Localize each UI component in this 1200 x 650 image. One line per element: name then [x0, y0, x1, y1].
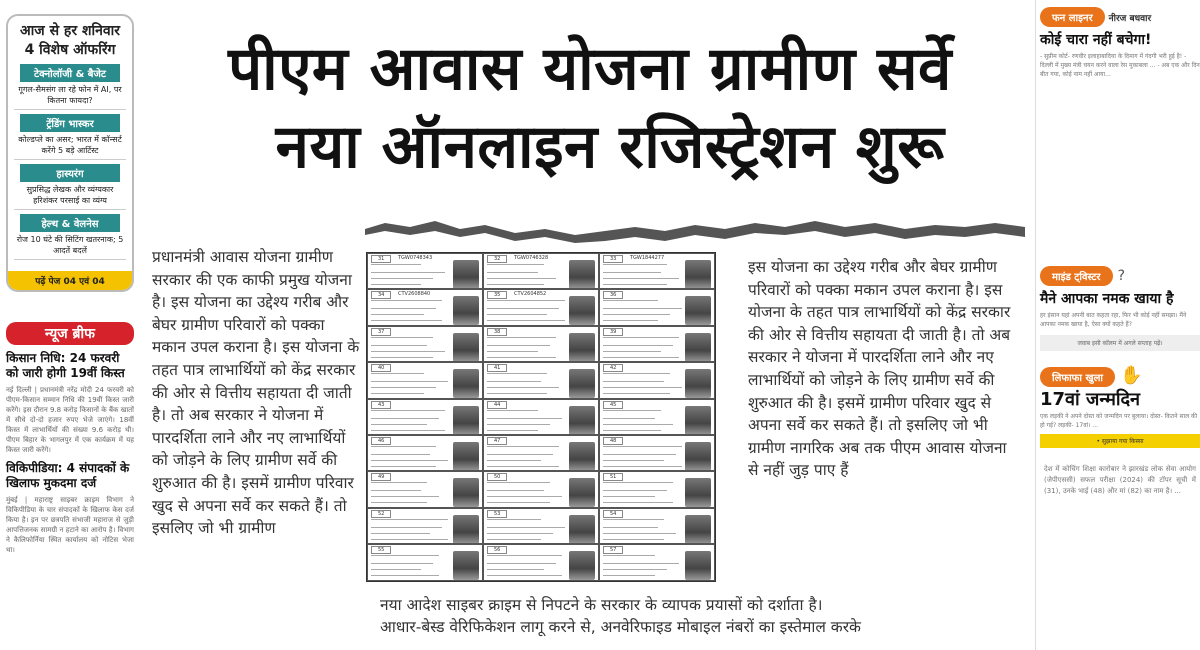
text-line	[603, 337, 679, 338]
voter-card	[599, 508, 715, 544]
text-line	[371, 393, 424, 394]
text-line	[487, 308, 559, 309]
text-line	[603, 446, 682, 447]
voter-serial: 44	[487, 401, 507, 409]
voter-card	[367, 362, 483, 398]
voter-card	[599, 289, 715, 325]
voter-photo	[453, 369, 479, 398]
text-line	[603, 278, 679, 279]
text-line	[603, 357, 679, 358]
voter-photo	[453, 515, 479, 544]
text-line	[487, 460, 541, 461]
text-line	[603, 490, 667, 491]
voter-id: CTV2604852	[514, 291, 547, 298]
voter-photo	[453, 296, 479, 325]
text-line	[487, 272, 538, 273]
voter-photo	[685, 515, 711, 544]
voter-card	[367, 471, 483, 507]
text-line	[603, 424, 673, 425]
text-line	[603, 533, 676, 534]
text-line	[603, 466, 682, 467]
offerings-title: आज से हर शनिवार 4 विशेष ऑफरिंग	[20, 23, 120, 58]
text-line	[371, 527, 442, 528]
offering-tag: हास्यरंग	[20, 164, 120, 182]
headline-line-1: पीएम आवास योजना ग्रामीण सर्वे	[228, 34, 952, 104]
bottom-line: आधार-बेस्ड वेरिफिकेशन लागू करने से, अनवेरिफाइड मोबाइल नंबरों का इस्तेमाल करके	[380, 618, 861, 636]
voter-card	[367, 508, 483, 544]
text-line	[487, 284, 544, 285]
voter-card	[599, 326, 715, 362]
text-line	[371, 519, 448, 520]
section-headline: 17वां जन्मदिन	[1040, 389, 1141, 410]
text-line	[371, 345, 427, 346]
text-line	[371, 264, 421, 265]
voter-photo	[569, 515, 595, 544]
offering-text: रोज 10 घंटे की सिटिंग खतरनाक; 5 आदतें बदलें	[16, 235, 124, 255]
voter-serial: 35	[487, 291, 507, 299]
torn-paper-edge	[365, 215, 1025, 245]
offering-item	[14, 114, 126, 160]
voter-list-image	[366, 252, 716, 582]
voter-serial: 56	[487, 546, 507, 554]
text-line	[487, 466, 559, 467]
text-line	[371, 387, 436, 388]
text-line	[603, 393, 670, 394]
text-line	[371, 454, 430, 455]
voter-serial: 37	[371, 328, 391, 336]
voter-photo	[685, 406, 711, 435]
brief-body: मुंबई | महाराष्ट्र साइबर क्राइम विभाग ने विकिपीडिया के चार संपादकों के खिलाफ केस दर्ज किया है। इन पर छत्रपति संभाजी महाराज से जुड़ी आपत्तिजनक सामग्री न हटाने का आरोप है। विभाग ने कैलिफोर्निया स्थित कार्यालय को नोटिस भेजा था।	[6, 496, 134, 554]
voter-card	[367, 253, 483, 289]
offering-tag: हेल्थ & वेलनेस	[20, 214, 120, 232]
text-line	[487, 563, 556, 564]
text-line	[371, 460, 448, 461]
text-line	[487, 264, 544, 265]
voter-serial: 52	[371, 510, 391, 518]
offering-item	[14, 214, 126, 260]
text-line	[603, 563, 679, 564]
text-line	[603, 308, 682, 309]
text-line	[371, 381, 448, 382]
text-line	[487, 337, 556, 338]
text-line	[487, 527, 565, 528]
text-line	[487, 393, 547, 394]
text-line	[487, 345, 550, 346]
article-left-column: प्रधानमंत्री आवास योजना ग्रामीण सरकार की एक काफी प्रमुख योजना है। इस योजना का उद्देश्य गरीब और बेघर ग्रामीण परिवारों को पक्का मकान उपल कराना है। इस योजना के तहत पात्र लाभार्थियों को केंद्र सरकार की ओर से वित्तीय सहायता दी जाती है। तो अब सरकार ने योजना में पारदर्शिता लाने और नए लाभार्थियों को जोड़ने के लिए ग्रामीण सर्वे की शुरुआत की है। इसमें ग्रामीण परिवार खुद से अपना सर्वे कर सकते हैं। तो इसलिए जो भी ग्रामीण	[152, 248, 360, 538]
text-line	[371, 351, 445, 352]
right-sidebar	[1040, 6, 1200, 497]
text-line	[603, 264, 667, 265]
voter-photo	[453, 260, 479, 289]
brief-body: नई दिल्ली | प्रधानमंत्री नरेंद्र मोदी 24 फरवरी को पीएम-किसान सम्मान निधि की 19वीं किस्त जारी करेंगे। इस दौरान 9.8 करोड़ किसानों के बैंक खातों में सीधे दो-दो हजार रुपए भेजे जाएंगे। 18वीं किस्त में लाभार्थियों की संख्या 9.6 करोड़ थी। पीएम बिहार के भागलपुर में एक कार्यक्रम में यह किस्त जारी करेंगे।	[6, 386, 134, 454]
voter-card	[599, 253, 715, 289]
voter-serial: 36	[603, 291, 623, 299]
voter-photo	[685, 478, 711, 507]
voter-photo	[453, 551, 479, 580]
text-line	[487, 320, 565, 321]
voter-serial: 49	[371, 473, 391, 481]
voter-card	[367, 289, 483, 325]
text-line	[371, 563, 433, 564]
voter-card	[483, 399, 599, 435]
text-line	[487, 430, 538, 431]
text-line	[371, 533, 430, 534]
voter-photo	[569, 369, 595, 398]
voter-photo	[685, 442, 711, 471]
text-line	[603, 351, 661, 352]
voter-card	[599, 435, 715, 471]
mind-twister-body: हर इंसान यहां अपनी बात कहता रहा, फिर भी कोई नहीं समझा। मैंने आपका नमक खाया है, ऐसा क्यों कहते हैं?	[1040, 312, 1187, 328]
voter-card	[483, 362, 599, 398]
text-line	[603, 482, 673, 483]
voter-card	[483, 544, 599, 580]
text-line	[487, 539, 541, 540]
text-line	[371, 482, 427, 483]
voter-card	[599, 544, 715, 580]
text-line	[487, 424, 550, 425]
voter-serial: 45	[603, 401, 623, 409]
voter-card	[483, 289, 599, 325]
special-offerings-box	[6, 14, 134, 292]
text-line	[603, 410, 661, 411]
text-line	[487, 454, 553, 455]
voter-card	[483, 326, 599, 362]
text-line	[371, 300, 442, 301]
offering-item	[14, 164, 126, 210]
text-line	[487, 502, 550, 503]
voter-card	[367, 435, 483, 471]
text-line	[603, 496, 655, 497]
voter-card	[367, 544, 483, 580]
offerings-footer: पढ़ें पेज 04 एवं 04	[8, 271, 132, 290]
text-line	[371, 284, 421, 285]
text-line	[487, 575, 562, 576]
hand-illustration-icon: ✋	[1120, 365, 1143, 386]
voter-id: TGW0746328	[514, 255, 549, 261]
voter-id: TGW0748343	[398, 255, 433, 261]
text-line	[603, 300, 658, 301]
text-line	[487, 351, 538, 352]
brief-headline: विकिपीडिया: 4 संपादकों के खिलाफ मुकदमा दर्ज	[6, 461, 130, 490]
text-line	[603, 519, 664, 520]
voter-photo	[569, 333, 595, 362]
voter-serial: 39	[603, 328, 623, 336]
text-line	[371, 569, 421, 570]
mind-twister-label: माइंड ट्विस्टर	[1040, 266, 1113, 286]
text-line	[371, 373, 424, 374]
news-brief-label: न्यूज ब्रीफ	[6, 322, 134, 345]
text-line	[487, 482, 550, 483]
voter-photo	[685, 369, 711, 398]
bottom-line: नया आदेश साइबर क्राइम से निपटने के सरकार के व्यापक प्रयासों को दर्शाता है।	[380, 596, 823, 614]
voter-serial: 46	[371, 437, 391, 445]
offering-text: सुप्रसिद्ध लेखक और व्यंग्यकार हरिशंकर परसाई का व्यंग्य	[26, 185, 114, 205]
voter-photo	[569, 478, 595, 507]
voter-photo	[685, 260, 711, 289]
voter-serial: 42	[603, 364, 623, 372]
voter-serial: 43	[371, 401, 391, 409]
author-name: नीरज बधवार	[1108, 14, 1152, 24]
voter-serial: 40	[371, 364, 391, 372]
voter-serial: 38	[487, 328, 507, 336]
fun-liner-label: फन लाइनर	[1040, 7, 1105, 27]
voter-photo	[569, 406, 595, 435]
brief-headline: किसान निधि: 24 फरवरी को जारी होगी 19वीं किस्त	[6, 351, 125, 380]
voter-serial: 34	[371, 291, 391, 299]
text-line	[487, 569, 544, 570]
text-line	[603, 555, 655, 556]
voter-serial: 48	[603, 437, 623, 445]
voter-card	[483, 435, 599, 471]
voter-photo	[453, 442, 479, 471]
voter-serial: 53	[487, 510, 507, 518]
highlight-strip: • सुझाया गया किस्सा	[1040, 434, 1200, 448]
text-line	[603, 284, 667, 285]
offering-tag: ट्रेंडिंग भास्कर	[20, 114, 120, 132]
voter-serial: 51	[603, 473, 623, 481]
text-line	[603, 502, 673, 503]
offering-text: कोल्डप्ले का असर; भारत में कॉन्सर्ट करेंगे 5 बड़े आर्टिस्ट	[18, 135, 122, 155]
voter-photo	[569, 296, 595, 325]
voter-card	[367, 399, 483, 435]
text-line	[371, 446, 436, 447]
text-line	[487, 446, 559, 447]
page-headline	[140, 30, 1040, 186]
text-line	[603, 272, 661, 273]
text-line	[603, 387, 682, 388]
text-line	[603, 454, 676, 455]
text-line	[487, 496, 562, 497]
text-line	[487, 314, 547, 315]
offering-text: गूगल-सैमसंग ला रहे फोन में AI, पर कितना फायदा?	[18, 85, 122, 105]
text-line	[371, 418, 439, 419]
voter-photo	[453, 406, 479, 435]
text-line	[371, 430, 445, 431]
text-line	[487, 519, 541, 520]
text-line	[371, 410, 445, 411]
text-line	[487, 373, 547, 374]
text-line	[371, 502, 427, 503]
text-line	[371, 575, 439, 576]
offering-item	[14, 64, 126, 110]
headline-line-2: नया ऑनलाइन रजिस्ट्रेशन शुरू	[275, 112, 945, 182]
text-line	[371, 496, 439, 497]
text-line	[371, 466, 436, 467]
offering-tag: टेक्नोलॉजी & बैजेट	[20, 64, 120, 82]
text-line	[487, 278, 556, 279]
voter-card	[599, 399, 715, 435]
text-line	[371, 424, 427, 425]
mind-twister-headline: मैने आपका नमक खाया है	[1040, 291, 1174, 307]
voter-card	[367, 326, 483, 362]
text-line	[487, 555, 562, 556]
voter-id: CTV2608840	[398, 291, 431, 298]
fun-liner-headline: कोई चारा नहीं बचेगा!	[1040, 32, 1152, 48]
text-line	[371, 320, 442, 321]
fun-liner-body: - सुप्रीम कोर्ट- रणवीर इलाहाबादिया के दिमाग में गंदगी भरी हुई है! - दिल्ली में मुख्य मंत्री चयन करने वाला रेस मुकाबला ... - अब एक और दिन बीत गया, कोई नाम नहीं आया...	[1040, 53, 1200, 78]
voter-card	[599, 362, 715, 398]
text-line	[603, 569, 667, 570]
article-right-column: इस योजना का उद्देश्य गरीब और बेघर ग्रामीण परिवारों को पक्का मकान उपल कराना है। इस योजना के तहत पात्र लाभार्थियों को केंद्र सरकार की ओर से वित्तीय सहायता दी जाती है। तो अब सरकार ने योजना में पारदर्शिता लाने और नए लाभार्थियों को जोड़ने के लिए ग्रामीण सर्वे की शुरुआत की है। इसमें ग्रामीण परिवार खुद से अपना सर्वे कर सकते हैं। तो इसलिए जो भी ग्रामीण नागरिक अब तक पीएम आवास योजना से नहीं जुड़ पाए हैं	[748, 258, 1011, 480]
text-line	[603, 575, 655, 576]
voter-serial: 47	[487, 437, 507, 445]
voter-photo	[569, 442, 595, 471]
text-line	[487, 418, 562, 419]
section-label: लिफाफा खुला	[1040, 367, 1115, 387]
text-line	[371, 357, 433, 358]
voter-serial: 32	[487, 255, 507, 263]
voter-serial: 31	[371, 255, 391, 263]
voter-photo	[569, 551, 595, 580]
text-line	[371, 337, 433, 338]
voter-card	[483, 253, 599, 289]
text-line	[603, 381, 664, 382]
voter-photo	[685, 333, 711, 362]
text-line	[603, 345, 673, 346]
voter-serial: 33	[603, 255, 623, 263]
text-line	[487, 533, 553, 534]
text-line	[371, 539, 448, 540]
text-line	[487, 387, 559, 388]
question-icon: ?	[1117, 268, 1126, 284]
voter-serial: 55	[371, 546, 391, 554]
text-line	[603, 320, 658, 321]
text-line	[487, 410, 538, 411]
mind-twister-note: जवाब इसी कॉलम में अगले सप्ताह पढ़ें।	[1040, 335, 1200, 351]
voter-photo	[569, 260, 595, 289]
voter-photo	[685, 296, 711, 325]
voter-serial: 50	[487, 473, 507, 481]
text-line	[603, 430, 661, 431]
sidebar-body-bottom: देश में कोचिंग शिक्षा कारोबार ने झारखंड लोक सेवा आयोग (जेपीएससी) सफल परीक्षा (2024) की टॉपर सूची में (31), उनके भाई (48) और मां (82) का नाम है। ...	[1044, 465, 1196, 495]
voter-photo	[685, 551, 711, 580]
voter-photo	[453, 478, 479, 507]
voter-card	[483, 471, 599, 507]
text-line	[603, 373, 670, 374]
text-line	[603, 527, 658, 528]
text-line	[487, 490, 544, 491]
text-line	[603, 314, 670, 315]
text-line	[603, 418, 655, 419]
text-line	[371, 490, 421, 491]
text-line	[487, 357, 556, 358]
text-line	[371, 278, 433, 279]
voter-id: TGW1844277	[630, 255, 665, 261]
voter-serial: 54	[603, 510, 623, 518]
text-line	[371, 272, 445, 273]
voter-photo	[453, 333, 479, 362]
text-line	[603, 460, 664, 461]
voter-card	[599, 471, 715, 507]
text-line	[371, 555, 439, 556]
article-bottom-text	[380, 594, 1020, 638]
text-line	[371, 308, 436, 309]
text-line	[371, 314, 424, 315]
text-line	[603, 539, 664, 540]
voter-serial: 57	[603, 546, 623, 554]
text-line	[487, 300, 565, 301]
text-line	[487, 381, 541, 382]
voter-serial: 41	[487, 364, 507, 372]
news-brief	[6, 322, 134, 555]
voter-card	[483, 508, 599, 544]
section-body: एक लड़की ने अपने दोस्त को जन्मदिन पर बुलाया। दोस्त- कितने साल की हो गई? लड़की- 17वां। ...	[1040, 413, 1198, 429]
